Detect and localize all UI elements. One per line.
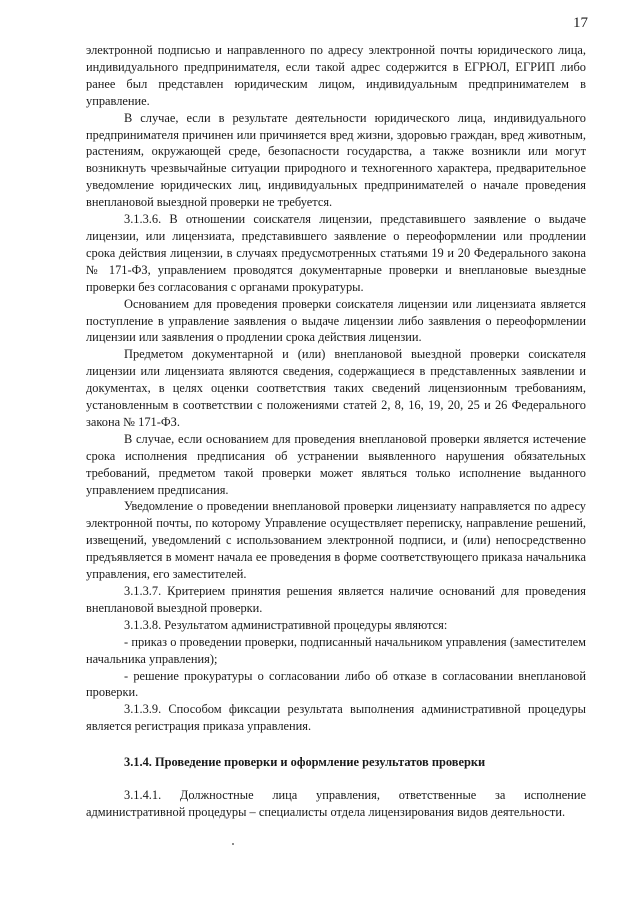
paragraph: Основанием для проведения проверки соискателя лицензии или лицензиата является поступление в управление заявления о выдаче лицензии либо заявления о переоформлении лицензии или заявления о продлении срока действия лицензии. (86, 296, 586, 345)
list-item: - решение прокуратуры о согласовании либо об отказе в согласовании внеплановой проверки. (86, 668, 586, 700)
paragraph: Предметом документарной и (или) внеплановой выездной проверки соискателя лицензии или лицензиата являются сведения, содержащиеся в представленных заявлении и документах, в целях оценки соответствия таких сведений лицензионным требованиям, установленным в соответствии с положениями статей 2, 8, 16, 19, 20, 25 и 26 Федерального закона № 171-ФЗ. (86, 347, 586, 429)
scan-speck (232, 843, 234, 845)
section-heading: 3.1.4. Проведение проверки и оформление результатов проверки (124, 755, 486, 770)
paragraph: 3.1.3.7. Критерием принятия решения является наличие оснований для проведения внеплановой выездной проверки. (86, 584, 586, 615)
paragraph: 3.1.3.8. Результатом административной процедуры являются: (124, 617, 448, 632)
document-body (86, 42, 586, 821)
paragraph: В случае, если в результате деятельности юридического лица, индивидуального предпринимателя причинен или причиняется вред жизни, здоровью граждан, вред животным, растениям, окружающей среде, безопасности государства, а также возникли или могут возникнуть чрезвычайные ситуации природного и техногенного характера, предварительное уведомление юридических лиц, индивидуальных предпринимателей о начале проведения внеплановой выездной проверки не требуется. (86, 110, 586, 210)
paragraph: Уведомление о проведении внеплановой проверки лицензиату направляется по адресу электронной почты, по которому Управление осуществляет переписку, направление решений, извещений, уведомлений с использованием электронной подписи, и (или) непосредственно предъявляется в момент начала ее проведения в форме соответствующего приказа начальника управления, его заместителей. (86, 499, 586, 582)
paragraph: 3.1.4.1. Должностные лица управления, ответственные за исполнение административной процедуры – специалисты отдела лицензирования видов деятельности. (86, 788, 586, 819)
paragraph: 3.1.3.6. В отношении соискателя лицензии, представившего заявление о выдаче лицензии, или лицензиата, представившего заявление о переоформлении или продлении срока действия лицензии, в случаях предусмотренных статьями 19 и 20 Федерального закона № 171-ФЗ, управлением проводятся документарные проверки и внеплановые выездные проверки без согласования с органами прокуратуры. (86, 212, 586, 294)
list-item: - приказ о проведении проверки, подписанный начальником управления (заместителем начальника управления); (86, 634, 586, 666)
paragraph: электронной подписью и направленного по адресу электронной почты юридического лица, индивидуального предпринимателя, если такой адрес содержится в ЕГРЮЛ, ЕГРИП либо ранее был представлен юридическим лицом, индивидуальным предпринимателем в управление. (86, 43, 586, 108)
paragraph: В случае, если основанием для проведения внеплановой проверки является истечение срока исполнения предписания об устранении выявленного нарушения обязательных требований, предметом такой проверки может являться только исполнение выданного управлением предписания. (86, 431, 586, 497)
page-number: 17 (573, 15, 588, 31)
paragraph: 3.1.3.9. Способом фиксации результата выполнения административной процедуры является регистрация приказа управления. (86, 702, 586, 734)
